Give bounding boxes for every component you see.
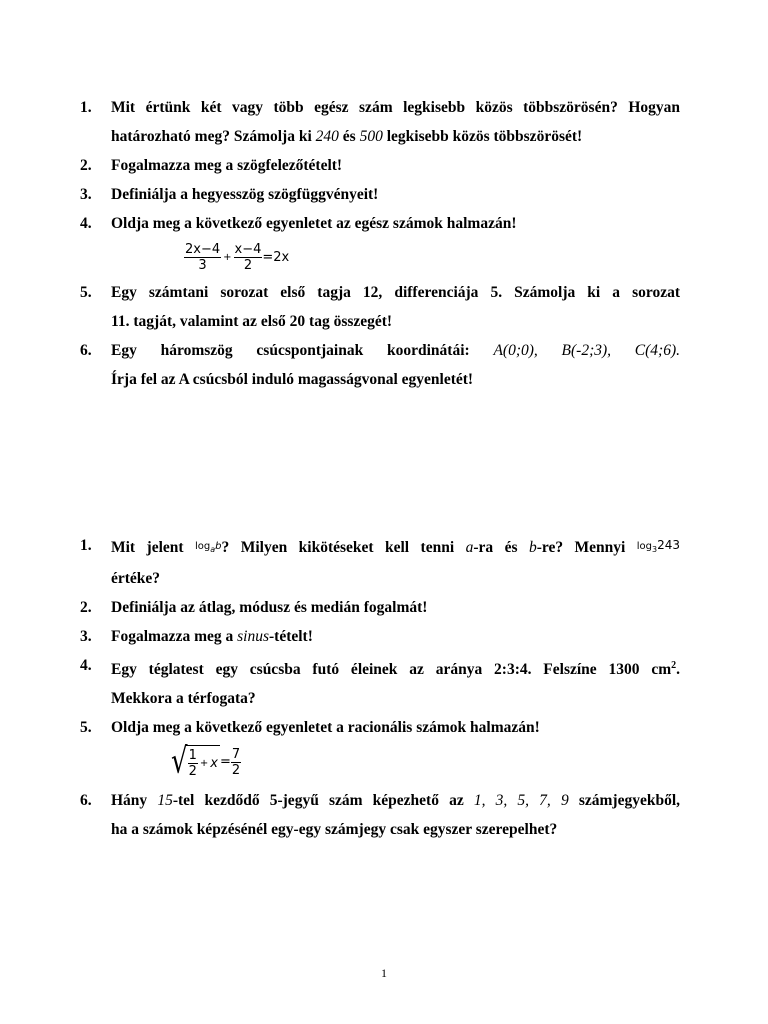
question-text: -tel kezdődő 5-jegyű szám képezhető az	[172, 792, 474, 810]
fraction	[184, 242, 221, 273]
denominator: 2	[243, 258, 253, 273]
square-root	[171, 741, 220, 782]
question-text: értéke?	[111, 570, 161, 587]
coordinates: A(0;0), B(-2;3), C(4;6).	[493, 342, 680, 359]
number-value: 500	[359, 128, 383, 145]
denominator: 2	[188, 764, 197, 780]
question-text: Mekkora a térfogata?	[111, 690, 256, 708]
question-text: ha a számok képzésénél egy-egy számjegy csak egyszer szerepelhet?	[111, 821, 558, 839]
question-1-3	[80, 180, 680, 209]
question-text: legkisebb közös többszörösét!	[382, 128, 583, 145]
question-text: -ra és	[473, 539, 529, 556]
question-2-6	[80, 786, 680, 844]
equation-line	[111, 742, 680, 786]
question-number: 5.	[80, 719, 92, 737]
question-text: Egy téglatest egy csúcsba futó éleinek az aránya 2:3:4. Felszíne 1300 cm	[111, 661, 672, 679]
numerator: 1	[188, 748, 197, 764]
question-number: 5.	[80, 284, 92, 301]
question-list-1	[80, 93, 680, 394]
question-text-line	[111, 786, 680, 815]
fraction	[188, 748, 198, 779]
plus-sign: +	[223, 252, 232, 263]
question-number: 4.	[80, 657, 92, 674]
log-base: 3	[652, 545, 658, 554]
question-text: Fogalmazza meg a	[111, 628, 238, 645]
question-text-line	[111, 122, 680, 151]
question-text: számjegyekből,	[568, 792, 680, 810]
denominator: 3	[198, 258, 207, 273]
question-text: Mit jelent	[111, 539, 195, 556]
variable: a	[465, 539, 474, 556]
numerator: x−4	[234, 242, 262, 257]
question-text-line	[111, 365, 680, 394]
fraction	[234, 242, 263, 273]
question-1-2	[80, 151, 680, 180]
log-expression	[636, 538, 681, 554]
question-text-line	[111, 564, 680, 593]
question-text: Írja fel az A csúcsból induló magasságvonal egyenletét!	[111, 371, 474, 388]
variable: x	[210, 756, 218, 772]
question-number: 6.	[80, 792, 92, 810]
question-text: Oldja meg a következő egyenletet a racionális számok halmazán!	[111, 719, 540, 737]
radicand	[186, 745, 220, 779]
denominator: 2	[231, 762, 241, 778]
log-argument: 243	[657, 538, 681, 552]
question-text: Fogalmazza meg a szögfelezőtételt!	[111, 157, 343, 174]
log-label: log	[636, 541, 653, 552]
question-1-5	[80, 278, 680, 336]
question-text: .	[676, 661, 680, 679]
question-1-6	[80, 336, 680, 394]
numerator: 7	[231, 746, 241, 762]
question-text-line	[111, 651, 680, 684]
number-value: 240	[315, 128, 339, 145]
question-text: Definiálja az átlag, módusz és medián fogalmát!	[111, 599, 428, 616]
superscript: 2	[671, 660, 677, 671]
numerator: 2x−4	[185, 242, 221, 257]
question-text: -re? Mennyi	[536, 539, 637, 556]
digit-set: 1, 3, 5, 7, 9	[473, 792, 569, 810]
question-2-5	[80, 713, 680, 786]
question-number: 2.	[80, 157, 92, 174]
fraction	[231, 747, 241, 778]
question-text: Mit értünk két vagy több egész szám legkisebb közös többszörösén? Hogyan	[111, 99, 680, 116]
number-value: 15	[157, 792, 173, 810]
log-base: a	[210, 545, 216, 554]
question-text: Hány	[111, 792, 158, 810]
italic-term: sinus	[237, 628, 269, 645]
question-text-line	[111, 531, 680, 564]
question-2-1	[80, 531, 680, 593]
question-text: Oldja meg a következő egyenletet az egész számok halmazán!	[111, 215, 517, 232]
question-number: 6.	[80, 342, 92, 359]
question-number: 1.	[80, 537, 92, 554]
question-text-line	[111, 336, 680, 365]
question-text: -tételt!	[269, 628, 313, 645]
log-label: log	[195, 541, 211, 552]
question-2-4	[80, 651, 680, 713]
question-1-4	[80, 209, 680, 278]
question-text: Definiálja a hegyesszög szögfüggvényeit!	[111, 186, 379, 203]
question-text-line	[111, 93, 680, 122]
question-number: 3.	[80, 628, 92, 645]
question-text: Egy háromszög csúcspontjainak koordinátái:	[111, 342, 494, 359]
question-text-line	[111, 684, 680, 713]
equation-line	[111, 238, 680, 278]
question-number: 2.	[80, 599, 92, 616]
equation-rhs: =2x	[262, 250, 290, 265]
variable: b	[528, 539, 537, 556]
page-number: 1	[381, 966, 387, 980]
question-number: 4.	[80, 215, 92, 232]
question-number: 3.	[80, 186, 92, 203]
radical-sign: √	[171, 741, 188, 782]
question-text: és	[338, 128, 360, 145]
question-text: Egy számtani sorozat első tagja 12, differenciája 5. Számolja ki a sorozat	[111, 284, 680, 301]
question-text: határozható meg? Számolja ki	[111, 128, 316, 145]
question-2-3	[80, 622, 680, 651]
equals-sign: =	[219, 754, 231, 770]
log-argument: b	[215, 541, 222, 552]
question-text-line	[111, 278, 680, 307]
question-1-1	[80, 93, 680, 151]
question-text-line	[111, 815, 680, 844]
equation	[184, 242, 289, 273]
question-list-2	[80, 531, 680, 844]
question-2-2	[80, 593, 680, 622]
question-text: ? Milyen kikötéseket kell tenni	[221, 539, 466, 556]
log-expression	[195, 541, 222, 552]
plus-sign: +	[199, 758, 209, 770]
question-text-line	[111, 307, 680, 336]
question-number: 1.	[80, 99, 92, 116]
equation	[171, 741, 241, 782]
question-text: 11. tagját, valamint az első 20 tag összegét!	[111, 313, 393, 330]
